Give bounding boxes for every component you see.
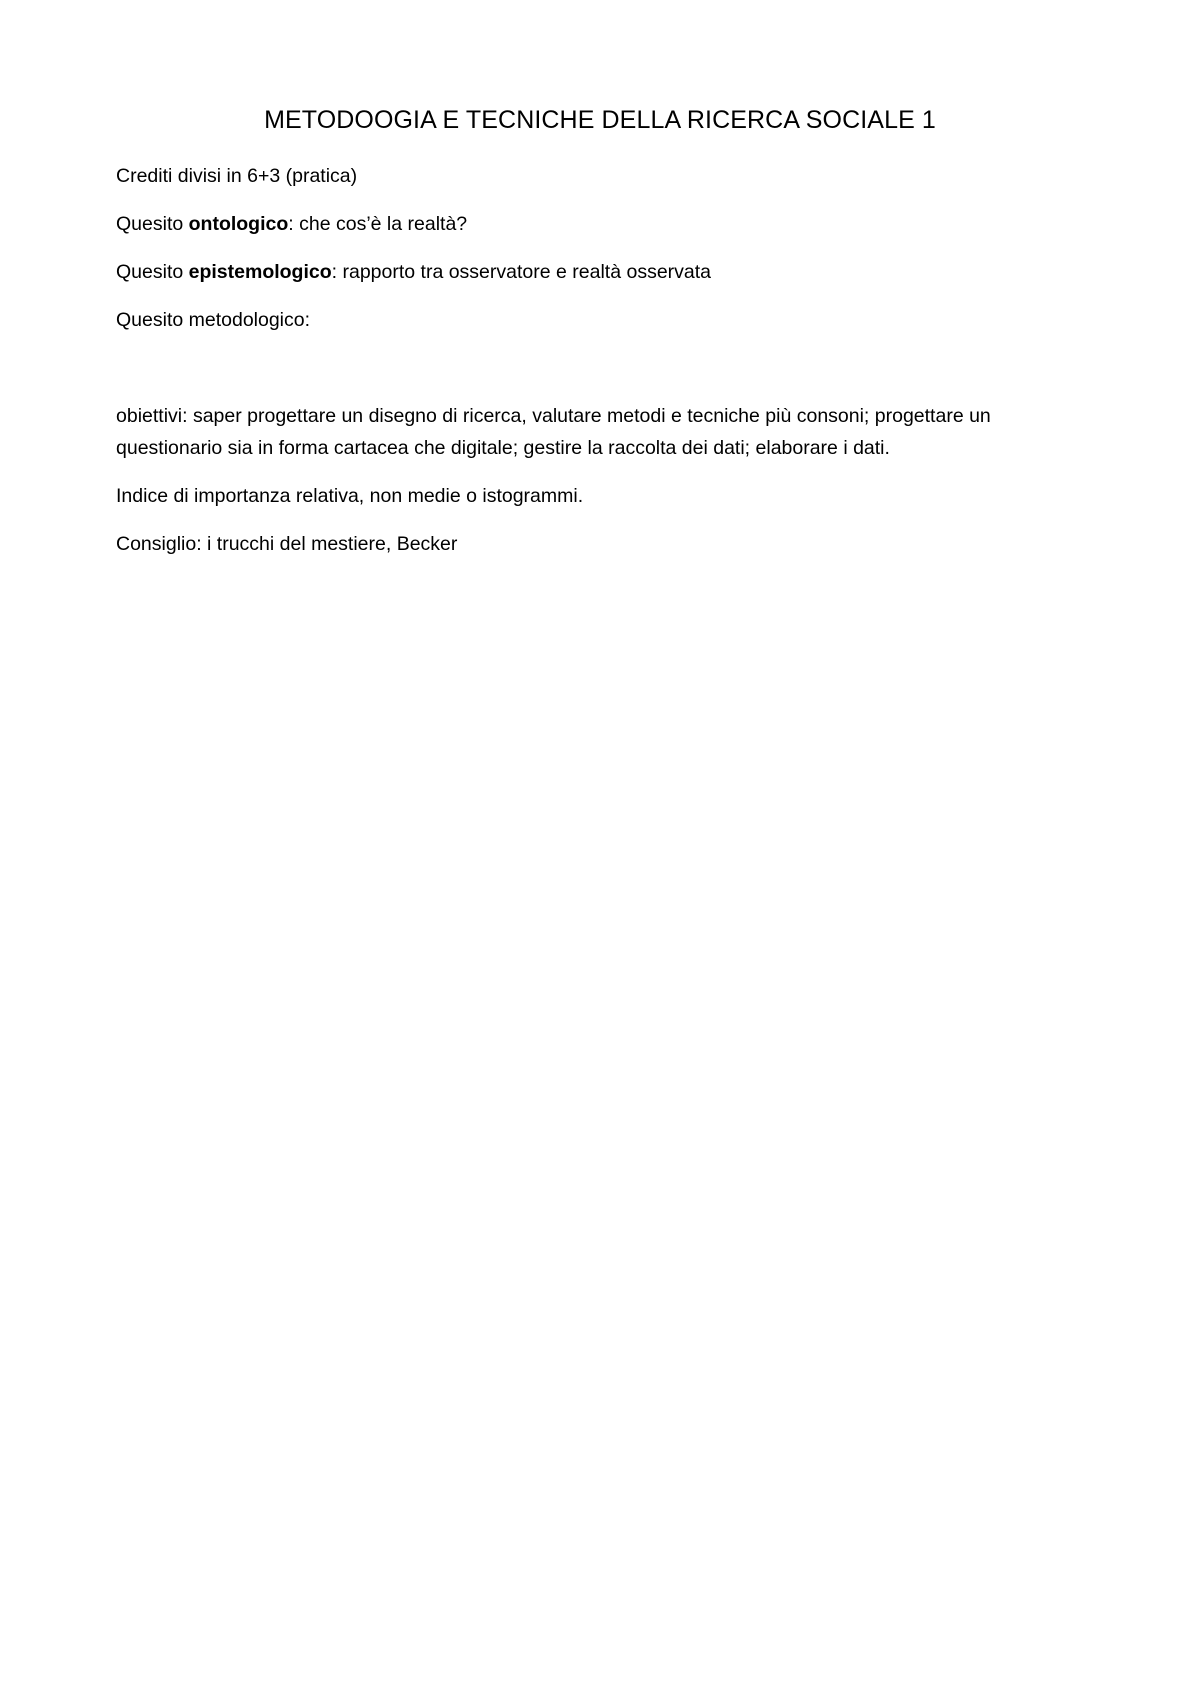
obiettivi-paragraph: obiettivi: saper progettare un disegno di ricerca, valutare metodi e tecniche più consoni; progettare un questionario sia in forma cartacea che digitale; gestire la raccolta dei dati; elaborare i dati. bbox=[116, 405, 991, 459]
quesito-epistemologico-prefix: Quesito bbox=[116, 261, 189, 283]
quesito-ontologico-term: ontologico bbox=[188, 213, 289, 235]
quesito-epistemologico-term: epistemologico bbox=[188, 261, 332, 283]
crediti-paragraph: Crediti divisi in 6+3 (pratica) bbox=[116, 165, 358, 187]
quesito-epistemologico-rest: : rapporto tra osservatore e realtà osservata bbox=[331, 261, 712, 283]
indice-paragraph: Indice di importanza relativa, non medie o istogrammi. bbox=[116, 485, 584, 507]
quesito-metodologico-paragraph: Quesito metodologico: bbox=[116, 309, 311, 331]
quesito-ontologico-prefix: Quesito bbox=[116, 213, 189, 235]
quesito-ontologico-paragraph bbox=[116, 208, 1096, 240]
document-title: METODOOGIA E TECNICHE DELLA RICERCA SOCIALE 1 bbox=[264, 106, 936, 134]
document-body bbox=[116, 160, 1096, 576]
quesito-epistemologico-paragraph bbox=[116, 256, 1096, 288]
consiglio-paragraph: Consiglio: i trucchi del mestiere, Becker bbox=[116, 533, 458, 555]
quesito-ontologico-rest: : che cos’è la realtà? bbox=[288, 213, 468, 235]
